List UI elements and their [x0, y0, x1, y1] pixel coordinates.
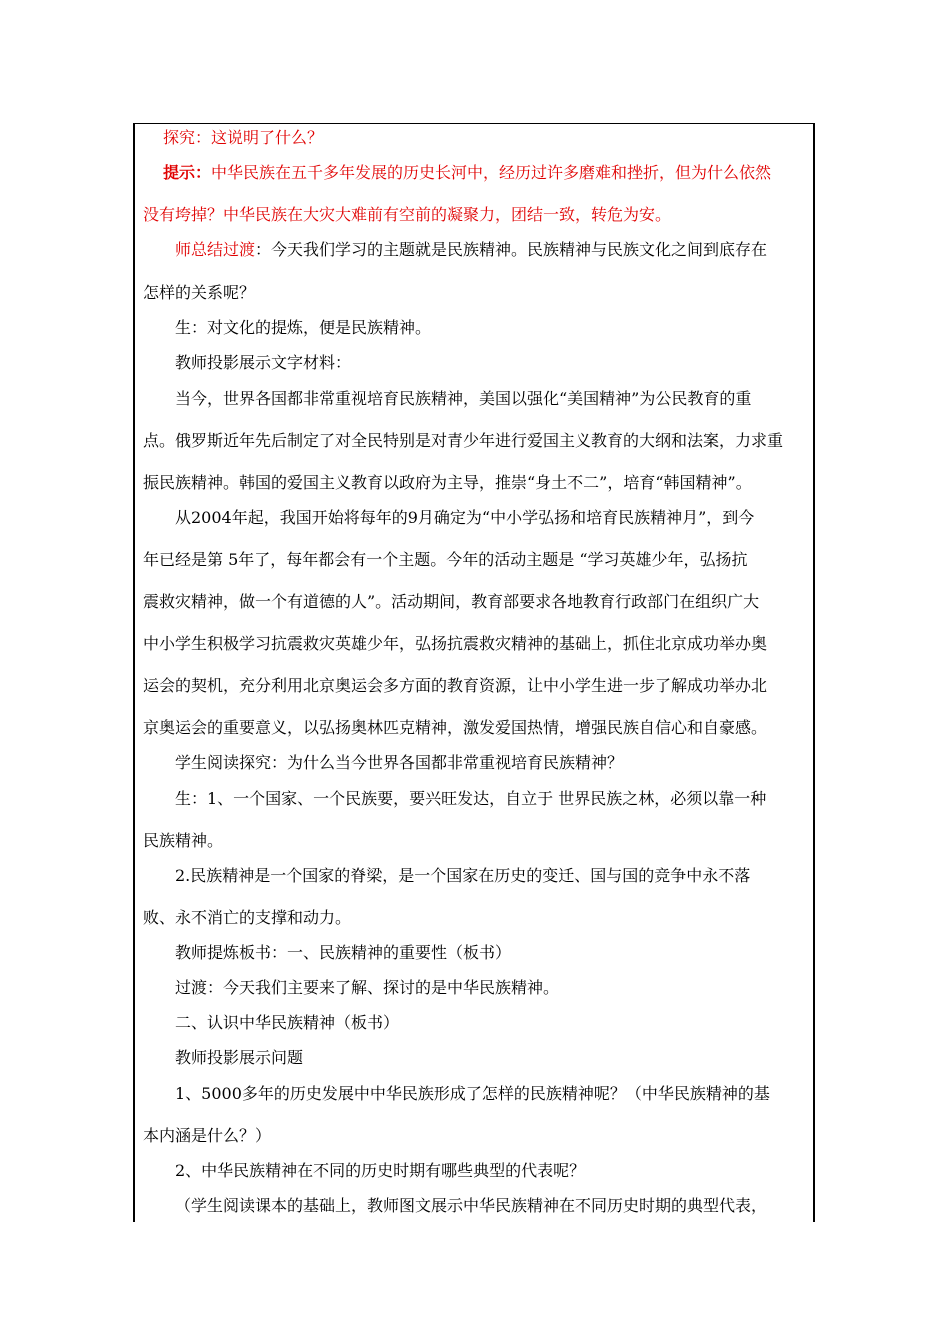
hint-label: 提示：	[163, 163, 212, 182]
teacher-summary-text: ：今天我们学习的主题就是民族精神。民族精神与民族文化之间到底存在	[255, 240, 768, 259]
blackboard-note-2: 二、认识中华民族精神（板书）	[175, 1013, 400, 1032]
student-answer-1-line2: 民族精神。	[143, 831, 224, 850]
hint-line-1	[163, 163, 771, 183]
hint-text: 中华民族在五千多年发展的历史长河中，经历过许多磨难和挫折，但为什么依然	[211, 163, 772, 182]
question-1-line2: 本内涵是什么？）	[143, 1126, 272, 1145]
transition-line: 过渡：今天我们主要来了解、探讨的是中华民族精神。	[175, 978, 560, 997]
material-para2-line4: 中小学生积极学习抗震救灾英雄少年，弘扬抗震救灾精神的基础上，抓住北京成功举办奥	[143, 634, 768, 653]
material-para2-line5: 运会的契机，充分利用北京奥运会多方面的教育资源，让中小学生进一步了解成功举办北	[143, 676, 768, 695]
student-answer-2-line2: 败、永不消亡的支撑和动力。	[143, 908, 352, 927]
blackboard-note-1: 教师提炼板书：一、民族精神的重要性（板书）	[175, 943, 512, 962]
student-reading-question: 学生阅读探究：为什么当今世界各国都非常重视培育民族精神？	[175, 753, 624, 772]
teacher-summary-line-1	[175, 240, 767, 260]
student-answer-2-line1: 2.民族精神是一个国家的脊梁，是一个国家在历史的变迁、国与国的竞争中永不落	[175, 866, 751, 885]
student-answer: 生：对文化的提炼，便是民族精神。	[175, 318, 432, 337]
material-para2-line2: 年已经是第 5年了，每年都会有一个主题。今年的活动主题是 “学习英雄少年，弘扬抗	[143, 550, 748, 569]
material-para1-line1: 当今，世界各国都非常重视培育民族精神，美国以强化“美国精神”为公民教育的重	[175, 389, 752, 408]
material-para1-line3: 振民族精神。韩国的爱国主义教育以政府为主导，推崇“身土不二”，培育“韩国精神”。	[143, 473, 752, 492]
material-para2-line1: 从2004年起，我国开始将每年的9月确定为“中小学弘扬和培育民族精神月”，到今	[175, 508, 755, 527]
teacher-projection-questions: 教师投影展示问题	[175, 1048, 304, 1067]
closing-note: （学生阅读课本的基础上，教师图文展示中华民族精神在不同历史时期的典型代表，	[175, 1196, 768, 1215]
explore-question: 探究：这说明了什么？	[163, 128, 324, 147]
question-2: 2、中华民族精神在不同的历史时期有哪些典型的代表呢？	[175, 1161, 586, 1180]
teacher-summary-label: 师总结过渡	[175, 240, 256, 259]
teacher-summary-line-2: 怎样的关系呢？	[143, 283, 256, 302]
material-para2-line6: 京奥运会的重要意义，以弘扬奥林匹克精神，激发爱国热情，增强民族自信心和自豪感。	[143, 718, 768, 737]
teacher-projection-intro: 教师投影展示文字材料：	[175, 353, 352, 372]
material-para2-line3: 震救灾精神，做一个有道德的人”。活动期间，教育部要求各地教育行政部门在组织广大	[143, 592, 760, 611]
question-1-line1: 1、5000多年的历史发展中中华民族形成了怎样的民族精神呢？（中华民族精神的基	[175, 1084, 770, 1103]
student-answer-1-line1: 生：1、一个国家、一个民族要，要兴旺发达，自立于 世界民族之林，必须以靠一种	[175, 789, 767, 808]
hint-line-2: 没有垮掉？中华民族在大灾大难前有空前的凝聚力，团结一致，转危为安。	[143, 205, 672, 224]
material-para1-line2: 点。俄罗斯近年先后制定了对全民特别是对青少年进行爱国主义教育的大纲和法案，力求重	[143, 431, 784, 450]
